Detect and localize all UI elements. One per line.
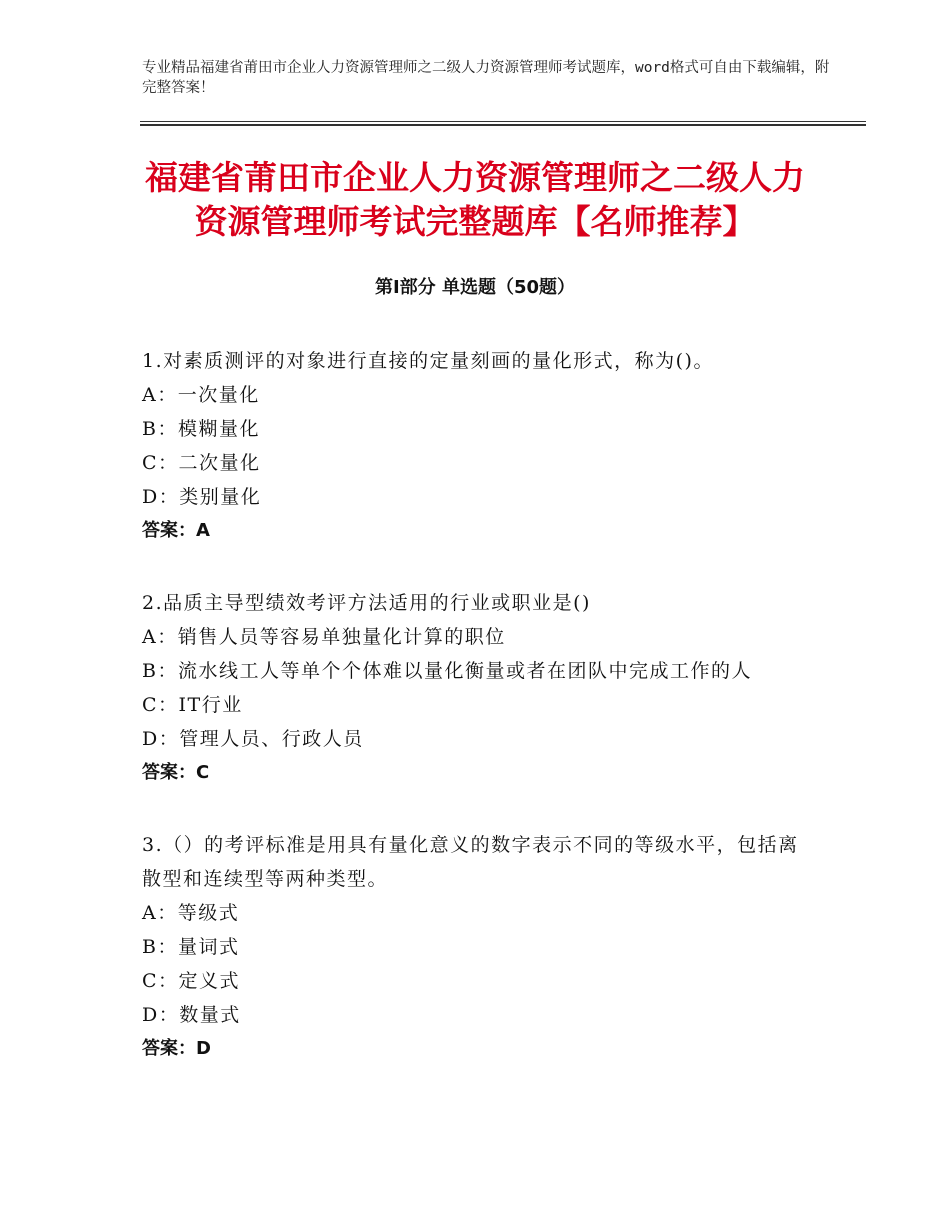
option-b: B：模糊量化 bbox=[142, 418, 260, 440]
question-1 bbox=[142, 344, 812, 548]
section-heading: 第Ⅰ部分 单选题（50题） bbox=[374, 277, 575, 298]
question-2 bbox=[142, 586, 812, 790]
option-a: A：等级式 bbox=[142, 902, 240, 924]
option-d: D：类别量化 bbox=[142, 486, 262, 508]
option-c: C：二次量化 bbox=[142, 452, 261, 474]
header-divider-thick bbox=[140, 124, 866, 126]
question-stem: 3.（）的考评标准是用具有量化意义的数字表示不同的等级水平，包括离散型和连续型等两种类型。 bbox=[142, 834, 799, 890]
header-note: 专业精品福建省莆田市企业人力资源管理师之二级人力资源管理师考试题库，word格式可自由下载编辑，附完整答案！ bbox=[142, 60, 830, 96]
question-list bbox=[142, 344, 812, 1104]
document-title: 福建省莆田市企业人力资源管理师之二级人力资源管理师考试完整题库【名师推荐】 bbox=[145, 158, 805, 241]
option-a: A：一次量化 bbox=[142, 384, 260, 406]
question-stem: 2.品质主导型绩效考评方法适用的行业或职业是() bbox=[142, 592, 591, 614]
option-a: A：销售人员等容易单独量化计算的职位 bbox=[142, 626, 506, 648]
option-c: C：IT行业 bbox=[142, 694, 243, 716]
question-stem: 1.对素质测评的对象进行直接的定量刻画的量化形式，称为()。 bbox=[142, 350, 714, 372]
question-3 bbox=[142, 828, 812, 1066]
answer-line: 答案：C bbox=[142, 762, 210, 783]
option-c: C：定义式 bbox=[142, 970, 241, 992]
answer-line: 答案：A bbox=[142, 520, 210, 541]
option-d: D：数量式 bbox=[142, 1004, 241, 1026]
option-b: B：流水线工人等单个个体难以量化衡量或者在团队中完成工作的人 bbox=[142, 660, 752, 682]
option-d: D：管理人员、行政人员 bbox=[142, 728, 364, 750]
header-divider-thin bbox=[140, 121, 866, 122]
option-b: B：量词式 bbox=[142, 936, 240, 958]
answer-line: 答案：D bbox=[142, 1038, 211, 1059]
